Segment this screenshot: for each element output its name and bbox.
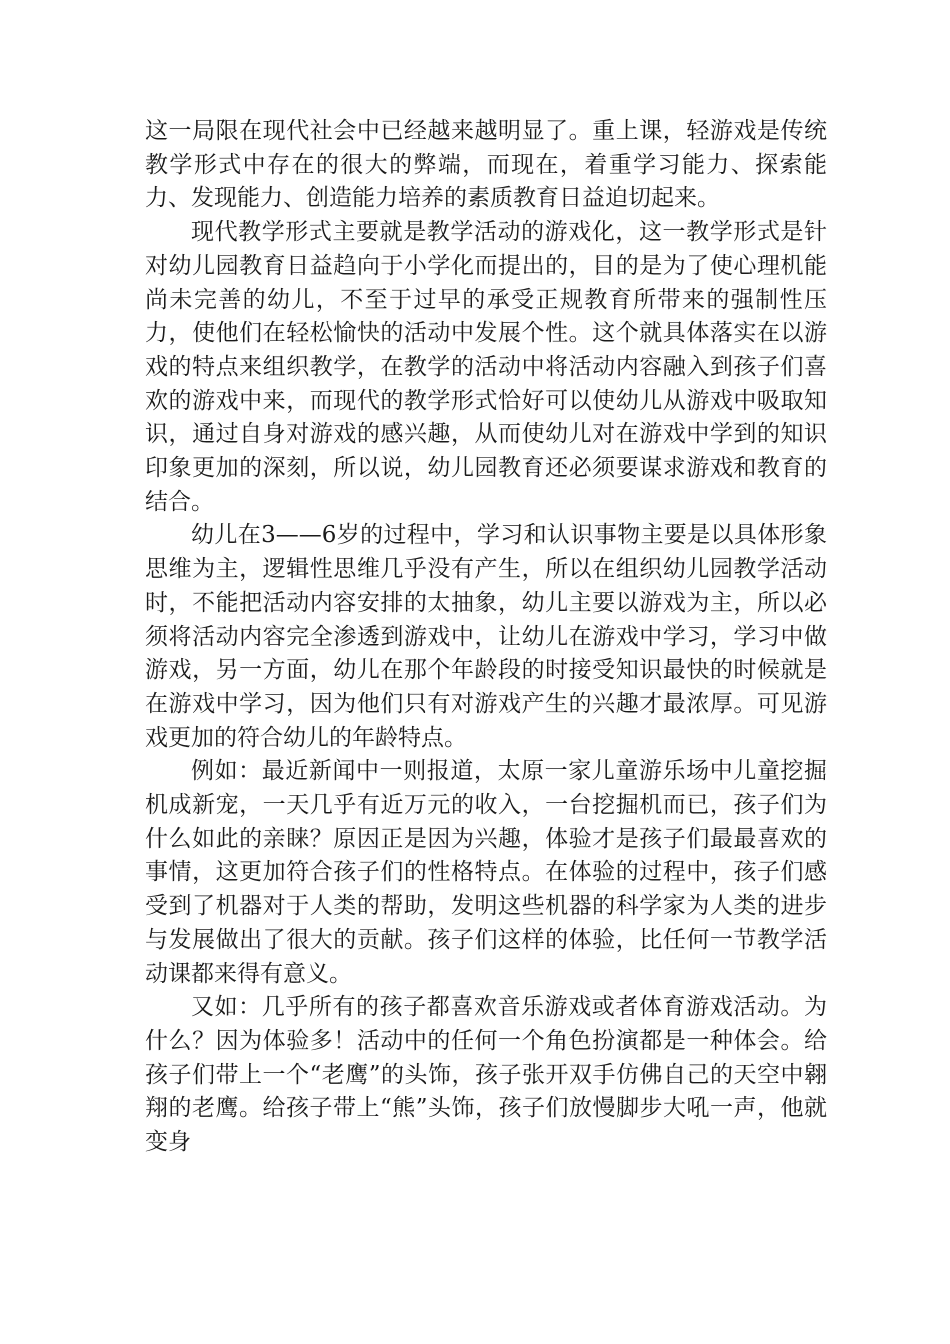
paragraph-3: 幼儿在3——6岁的过程中，学习和认识事物主要是以具体形象思维为主，逻辑性思维几乎没有产生，所以在组织幼儿园教学活动时，不能把活动内容安排的太抽象，幼儿主要以游戏为主，所以必须将活动内容完全渗透到游戏中，让幼儿在游戏中学习，学习中做游戏，另一方面，幼儿在那个年龄段的时接受知识最快的时候就是在游戏中学习，因为他们只有对游戏产生的兴趣才最浓厚。可见游戏更加的符合幼儿的年龄特点。 xyxy=(145,522,827,751)
paragraph-4: 例如：最近新闻中一则报道，太原一家儿童游乐场中儿童挖掘机成新宠，一天几乎有近万元的收入，一台挖掘机而已，孩子们为什么如此的亲睐？原因正是因为兴趣，体验才是孩子们最最喜欢的事情，这更加符合孩子们的性格特点。在体验的过程中，孩子们感受到了机器对于人类的帮助，发明这些机器的科学家为人类的进步与发展做出了很大的贡献。孩子们这样的体验，比任何一节教学活动课都来得有意义。 xyxy=(145,758,827,987)
paragraph-5: 又如：几乎所有的孩子都喜欢音乐游戏或者体育游戏活动。为什么？因为体验多！活动中的任何一个角色扮演都是一种体会。给孩子们带上一个“老鹰”的头饰，孩子张开双手仿佛自己的天空中翱翔的老鹰。给孩子带上“熊”头饰，孩子们放慢脚步大吼一声，他就变身 xyxy=(145,994,827,1156)
paragraph-1: 这一局限在现代社会中已经越来越明显了。重上课，轻游戏是传统教学形式中存在的很大的弊端，而现在，着重学习能力、探索能力、发现能力、创造能力培养的素质教育日益迫切起来。 xyxy=(145,118,827,212)
paragraph-2: 现代教学形式主要就是教学活动的游戏化，这一教学形式是针对幼儿园教育日益趋向于小学化而提出的，目的是为了使心理机能尚未完善的幼儿，不至于过早的承受正规教育所带来的强制性压力，使他们在轻松愉快的活动中发展个性。这个就具体落实在以游戏的特点来组织教学，在教学的活动中将活动内容融入到孩子们喜欢的游戏中来，而现代的教学形式恰好可以使幼儿从游戏中吸取知识，通过自身对游戏的感兴趣，从而使幼儿对在游戏中学到的知识印象更加的深刻，所以说，幼儿园教育还必须要谋求游戏和教育的结合。 xyxy=(145,219,827,515)
document-page xyxy=(145,115,827,1160)
